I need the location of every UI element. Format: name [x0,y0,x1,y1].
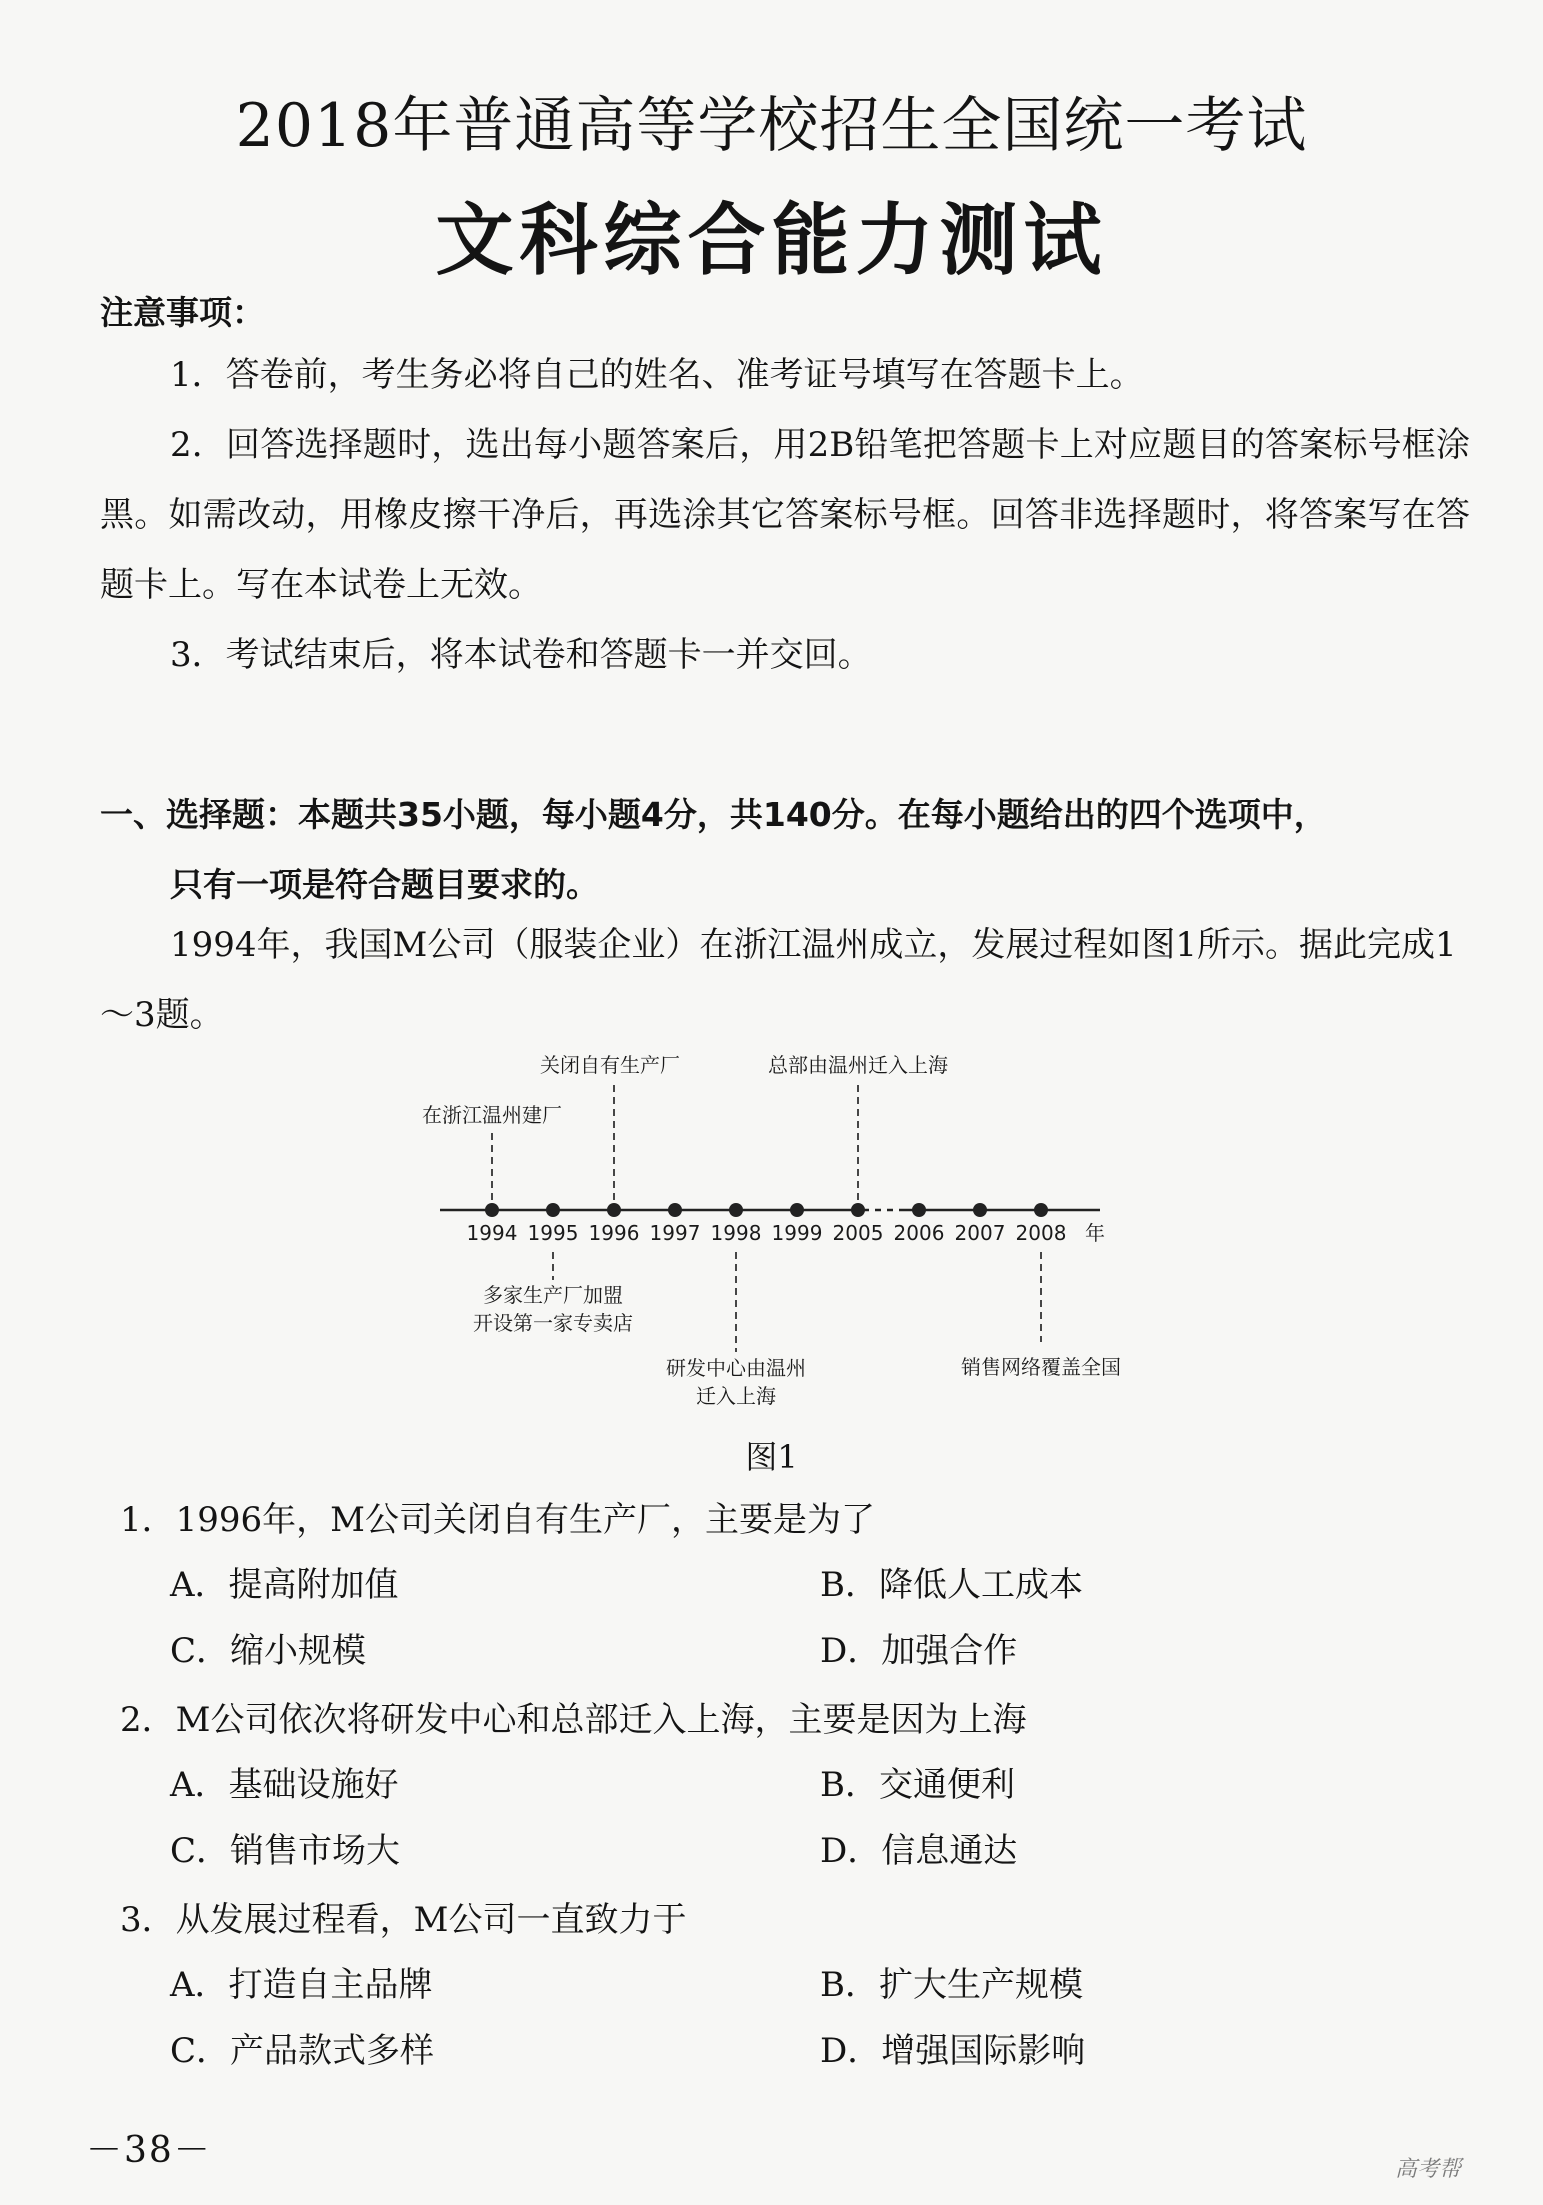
question-2 [120,1688,1470,1884]
year-dot-1998 [729,1203,743,1217]
event-1998-label-line2: 迁入上海 [696,1384,776,1408]
event-1996-label: 关闭自有生产厂 [540,1053,680,1077]
subject-title: 文科综合能力测试 [435,196,1108,286]
figure-caption: 图1 [745,1438,798,1476]
year-label-2008: 2008 [1015,1221,1067,1245]
event-2008-label: 销售网络覆盖全国 [961,1355,1121,1379]
option-a: A．基础设施好 [170,1765,399,1805]
exam-title: 2018年普通高等学校招生全国统一考试 [235,91,1308,161]
event-2005-label: 总部由温州迁入上海 [768,1053,948,1077]
year-label-2006: 2006 [893,1221,945,1245]
year-dot-1997 [668,1203,682,1217]
section-heading-line2: 只有一项是符合题目要求的。 [170,865,599,904]
question-stem: 1．1996年，M公司关闭自有生产厂，主要是为了 [120,1500,875,1540]
option-d: D．加强合作 [820,1631,1018,1671]
event-1994-label: 在浙江温州建厂 [422,1103,562,1127]
question-stem: 2．M公司依次将研发中心和总部迁入上海，主要是因为上海 [120,1700,1027,1740]
section-heading [100,780,1480,920]
event-1995-label-line1: 多家生产厂加盟 [483,1283,623,1307]
option-c: C．产品款式多样 [170,2031,435,2071]
option-c: C．销售市场大 [170,1831,401,1871]
option-a: A．打造自主品牌 [170,1965,433,2005]
year-dot-2007 [973,1203,987,1217]
option-b: B．降低人工成本 [820,1565,1083,1605]
year-dot-1999 [790,1203,804,1217]
page-number: －38－ [86,2130,212,2171]
year-label-2005: 2005 [832,1221,884,1245]
year-dot-1995 [546,1203,560,1217]
question-stem: 3．从发展过程看，M公司一直致力于 [120,1900,687,1940]
option-b: B．扩大生产规模 [820,1965,1083,2005]
watermark-logo: 高考帮 [1395,2157,1462,2182]
option-c: C．缩小规模 [170,1631,367,1671]
question-3 [120,1888,1470,2084]
year-unit-label: 年 [1085,1221,1105,1245]
year-dot-2008 [1034,1203,1048,1217]
notice-item-1: 1．答卷前，考生务必将自己的姓名、准考证号填写在答题卡上。 [170,355,1144,395]
option-d: D．信息通达 [820,1831,1018,1871]
year-dot-2006 [912,1203,926,1217]
year-label-2007: 2007 [954,1221,1006,1245]
option-b: B．交通便利 [820,1765,1015,1805]
year-label-1999: 1999 [771,1221,823,1245]
notice-item-2: 2．回答选择题时，选出每小题答案后，用2B铅笔把答题卡上对应题目的答案标号框涂黑。如需改动，用橡皮擦干净后，再选涂其它答案标号框。回答非选择题时，将答案写在答题卡上。写在本试卷上无效。 [100,425,1470,605]
year-label-1994: 1994 [466,1221,518,1245]
option-a: A．提高附加值 [170,1565,399,1605]
year-label-1996: 1996 [588,1221,640,1245]
notice-heading: 注意事项： [100,293,265,332]
year-dot-2005 [851,1203,865,1217]
question-intro: 1994年，我国M公司（服装企业）在浙江温州成立，发展过程如图1所示。据此完成1～3题。 [100,925,1457,1035]
year-label-1995: 1995 [527,1221,579,1245]
notice-item-3: 3．考试结束后，将本试卷和答题卡一并交回。 [170,635,872,675]
year-label-1998: 1998 [710,1221,762,1245]
event-1998-label-line1: 研发中心由温州 [666,1356,806,1380]
option-d: D．增强国际影响 [820,2031,1086,2071]
year-dot-1994 [485,1203,499,1217]
event-1995-label-line2: 开设第一家专卖店 [473,1311,633,1335]
year-dot-1996 [607,1203,621,1217]
timeline-figure [400,1030,1160,1430]
year-label-1997: 1997 [649,1221,701,1245]
section-heading-line1: 一、选择题：本题共35小题，每小题4分，共140分。在每小题给出的四个选项中， [100,795,1327,834]
question-1 [120,1488,1470,1684]
